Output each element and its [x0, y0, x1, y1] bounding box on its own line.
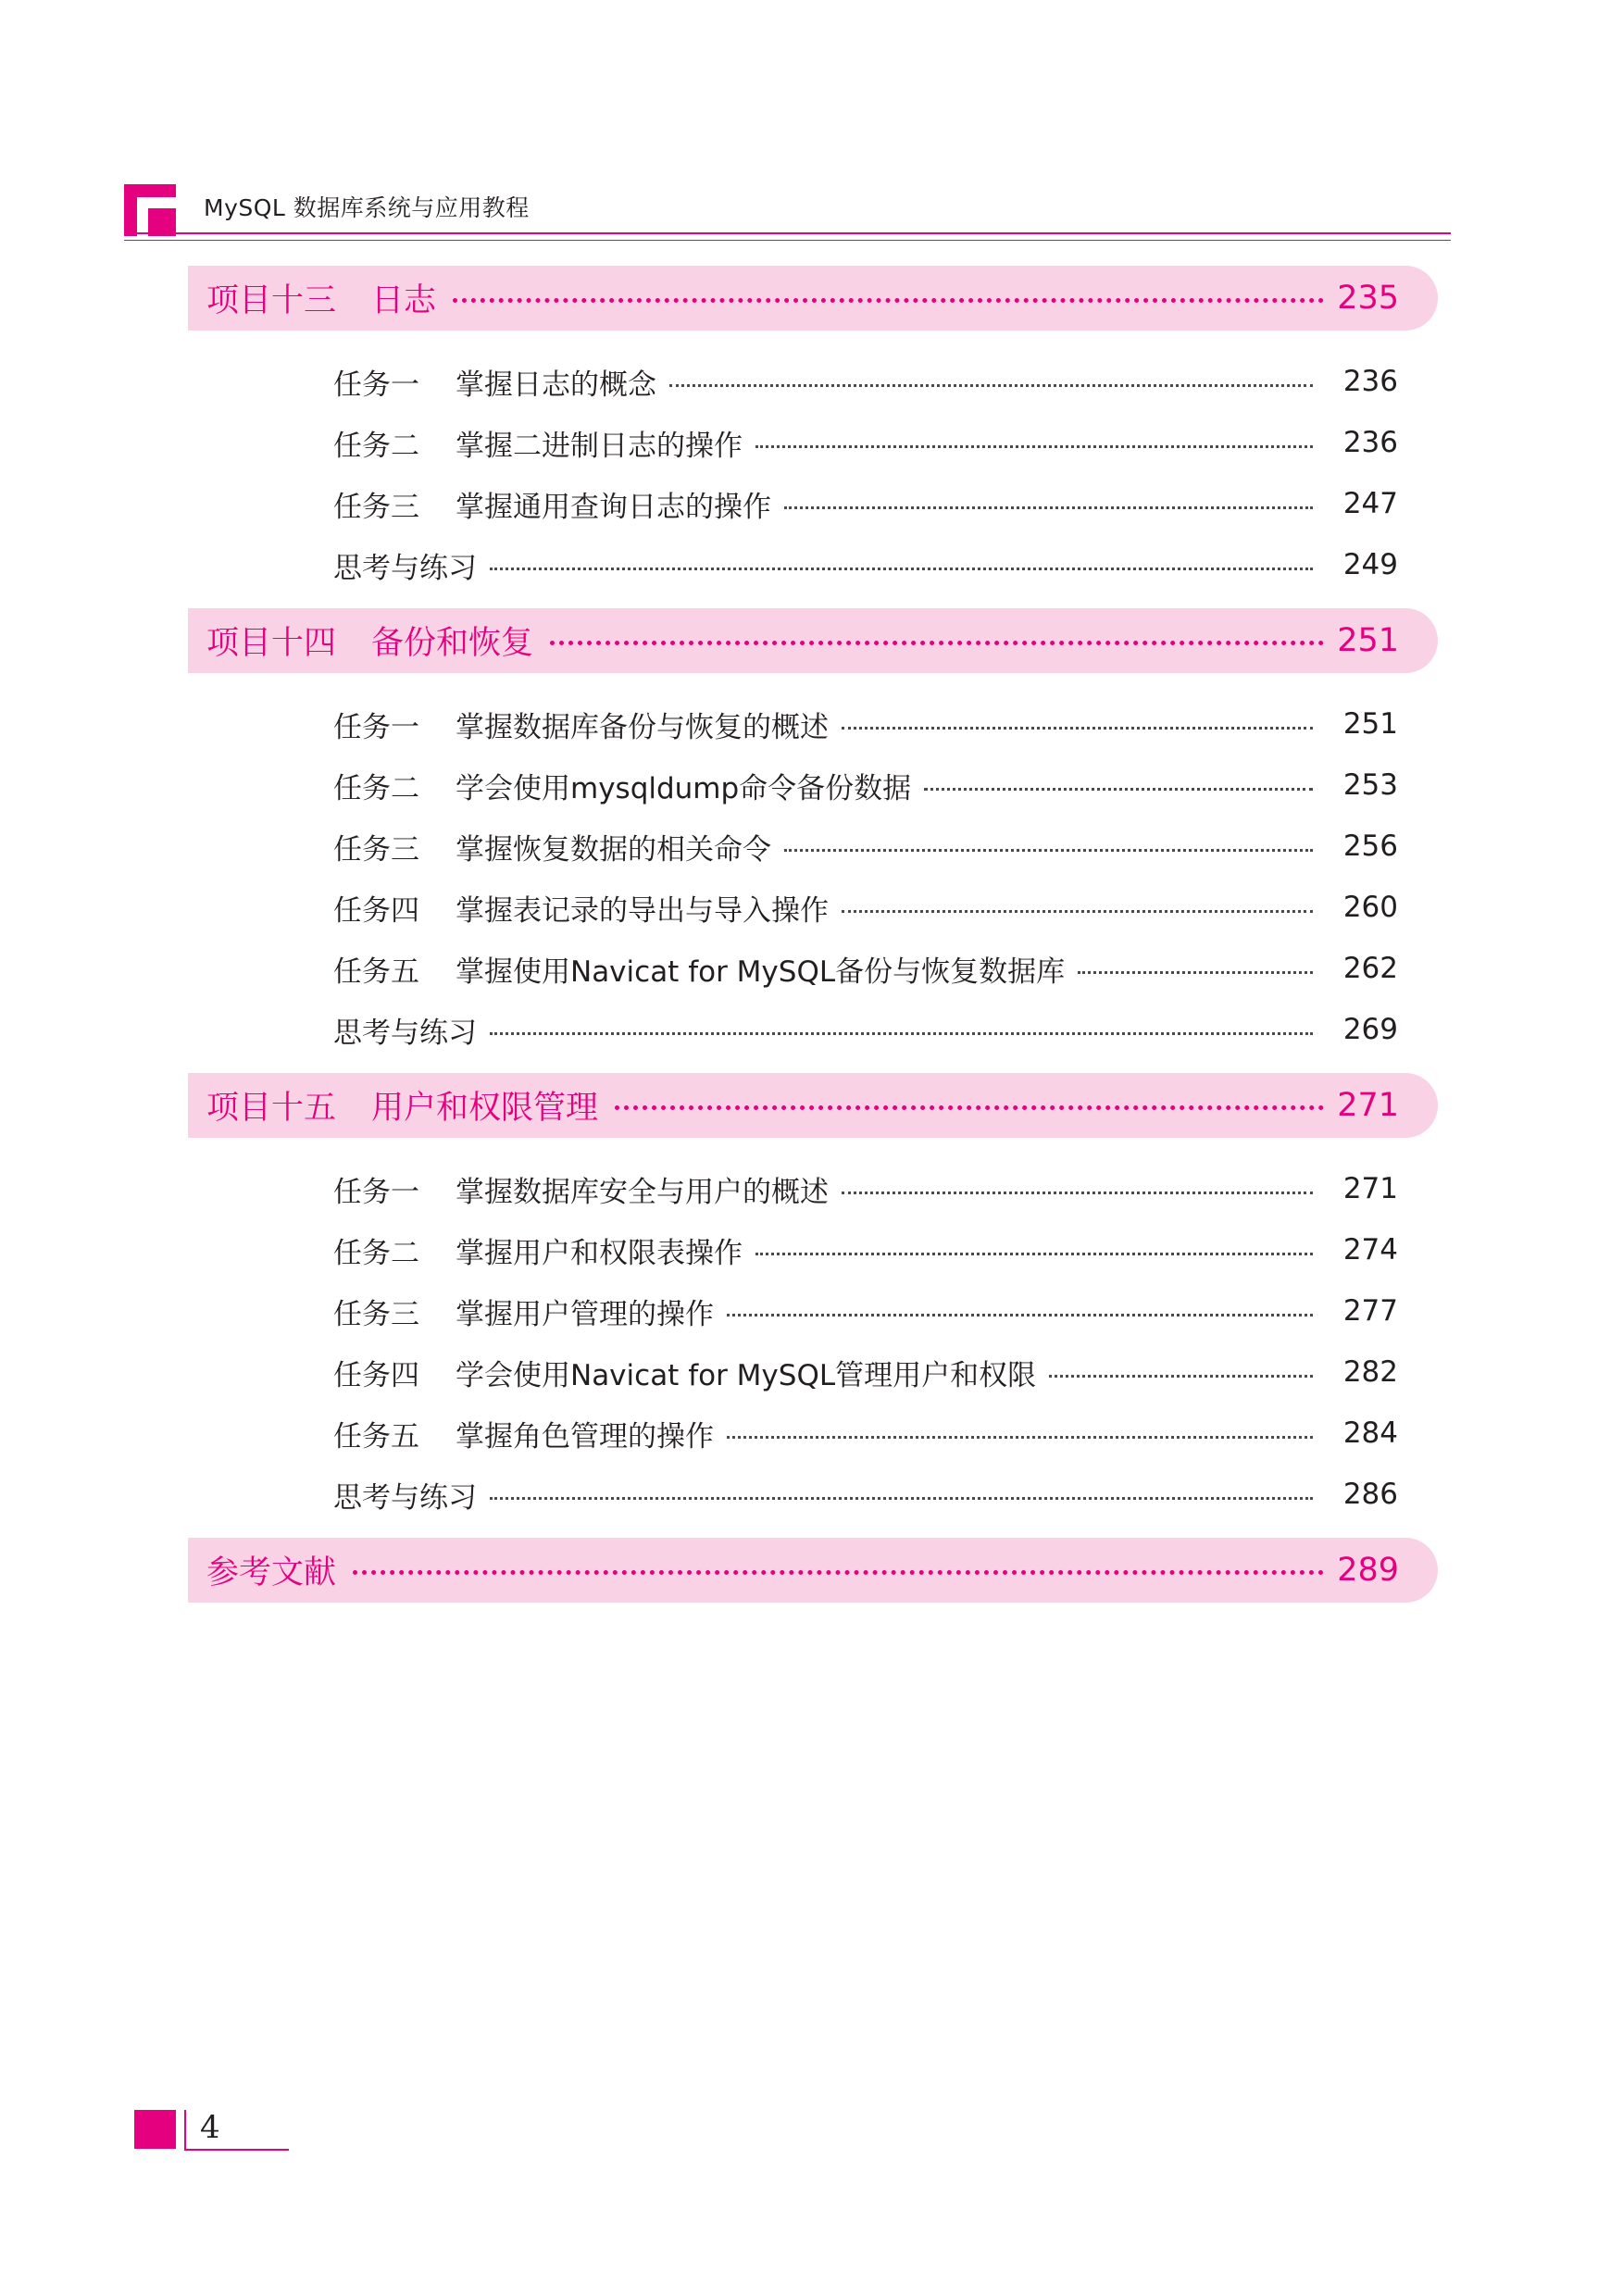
task-page: 236	[1342, 426, 1398, 459]
task-row[interactable]	[333, 1413, 1398, 1454]
task-title: 掌握使用Navicat for MySQL备份与恢复数据库	[456, 955, 1066, 989]
chapter-page: 271	[1337, 1087, 1399, 1124]
task-title: 掌握数据库备份与恢复的概述	[456, 710, 829, 744]
task-label: 任务四	[333, 1358, 419, 1392]
task-row[interactable]	[333, 826, 1398, 867]
task-row[interactable]	[333, 1009, 1398, 1050]
footer-rule-vertical	[184, 2110, 186, 2151]
task-row[interactable]	[333, 1229, 1398, 1270]
leader-dots	[842, 727, 1313, 730]
task-row[interactable]	[333, 1352, 1398, 1392]
task-label: 任务二	[333, 429, 419, 463]
task-page: 260	[1342, 891, 1398, 924]
task-title: 学会使用mysqldump命令备份数据	[456, 771, 912, 805]
task-row[interactable]	[333, 544, 1398, 585]
leader-dots	[842, 1192, 1313, 1194]
leader-dots	[490, 568, 1313, 570]
task-page: 236	[1342, 365, 1398, 398]
task-title: 掌握数据库安全与用户的概述	[456, 1175, 829, 1209]
chapter-row[interactable]	[188, 1073, 1438, 1138]
task-label: 任务四	[333, 893, 419, 928]
task-row[interactable]	[333, 765, 1398, 805]
leader-dots	[727, 1314, 1313, 1316]
task-title: 掌握角色管理的操作	[456, 1419, 714, 1454]
task-page: 274	[1342, 1233, 1398, 1267]
task-page: 256	[1342, 830, 1398, 863]
chapter-page: 235	[1337, 280, 1399, 317]
footer-rule	[184, 2149, 289, 2151]
task-title: 思考与练习	[333, 1016, 477, 1050]
page-number: 4	[200, 2109, 220, 2146]
chapter-label: 项目十四	[206, 625, 337, 662]
task-title: 学会使用Navicat for MySQL管理用户和权限	[456, 1358, 1037, 1392]
header-logo	[124, 184, 176, 236]
task-row[interactable]	[333, 948, 1398, 989]
chapter-title: 日志	[371, 282, 437, 319]
header-rule	[124, 232, 1451, 234]
task-page: 284	[1342, 1416, 1398, 1450]
task-page: 247	[1342, 487, 1398, 520]
task-page: 269	[1342, 1013, 1398, 1046]
leader-dots	[727, 1436, 1313, 1439]
task-title: 思考与练习	[333, 1480, 477, 1515]
task-row[interactable]	[333, 361, 1398, 402]
task-title: 思考与练习	[333, 551, 477, 585]
task-page: 286	[1342, 1478, 1398, 1511]
leader-dots	[784, 506, 1313, 509]
task-row[interactable]	[333, 704, 1398, 744]
task-label: 任务三	[333, 490, 419, 524]
leader-dots	[353, 1570, 1324, 1575]
chapter-title: 备份和恢复	[371, 625, 534, 662]
task-label: 任务二	[333, 771, 419, 805]
footer-marker	[134, 2110, 176, 2149]
chapter-label: 项目十三	[206, 282, 337, 319]
task-row[interactable]	[333, 422, 1398, 463]
leader-dots	[755, 445, 1313, 448]
task-label: 任务一	[333, 368, 419, 402]
task-page: 271	[1342, 1172, 1398, 1205]
chapter-label: 项目十五	[206, 1090, 337, 1127]
task-title: 掌握用户和权限表操作	[456, 1236, 743, 1270]
task-page: 277	[1342, 1294, 1398, 1328]
task-title: 掌握表记录的导出与导入操作	[456, 893, 829, 928]
leader-dots	[1078, 971, 1313, 974]
references-title: 参考文献	[206, 1554, 337, 1591]
book-title: MySQL 数据库系统与应用教程	[204, 194, 530, 221]
leader-dots	[669, 384, 1313, 387]
leader-dots	[615, 1105, 1324, 1110]
references-page: 289	[1337, 1552, 1399, 1589]
task-label: 任务一	[333, 710, 419, 744]
leader-dots	[490, 1032, 1313, 1035]
task-title: 掌握用户管理的操作	[456, 1297, 714, 1331]
chapter-row[interactable]	[188, 266, 1438, 331]
task-title: 掌握通用查询日志的操作	[456, 490, 771, 524]
task-row[interactable]	[333, 483, 1398, 524]
leader-dots	[755, 1253, 1313, 1255]
references-row[interactable]	[188, 1538, 1438, 1603]
task-page: 262	[1342, 952, 1398, 985]
task-row[interactable]	[333, 1291, 1398, 1331]
leader-dots	[784, 849, 1313, 852]
leader-dots	[550, 641, 1324, 645]
leader-dots	[924, 788, 1313, 791]
leader-dots	[490, 1497, 1313, 1500]
task-label: 任务三	[333, 832, 419, 867]
task-row[interactable]	[333, 1474, 1398, 1515]
leader-dots	[842, 910, 1313, 913]
task-label: 任务五	[333, 1419, 419, 1454]
task-title: 掌握二进制日志的操作	[456, 429, 743, 463]
task-page: 253	[1342, 768, 1398, 802]
task-page: 282	[1342, 1355, 1398, 1389]
chapter-title: 用户和权限管理	[371, 1090, 599, 1127]
leader-dots	[1049, 1375, 1313, 1378]
task-label: 任务三	[333, 1297, 419, 1331]
task-page: 249	[1342, 548, 1398, 581]
header-rule-thin	[124, 240, 1451, 241]
task-label: 任务五	[333, 955, 419, 989]
chapter-row[interactable]	[188, 608, 1438, 673]
task-row[interactable]	[333, 887, 1398, 928]
task-label: 任务二	[333, 1236, 419, 1270]
leader-dots	[453, 298, 1324, 303]
task-title: 掌握日志的概念	[456, 368, 656, 402]
task-label: 任务一	[333, 1175, 419, 1209]
task-title: 掌握恢复数据的相关命令	[456, 832, 771, 867]
task-row[interactable]	[333, 1168, 1398, 1209]
task-page: 251	[1342, 707, 1398, 741]
chapter-page: 251	[1337, 622, 1399, 659]
